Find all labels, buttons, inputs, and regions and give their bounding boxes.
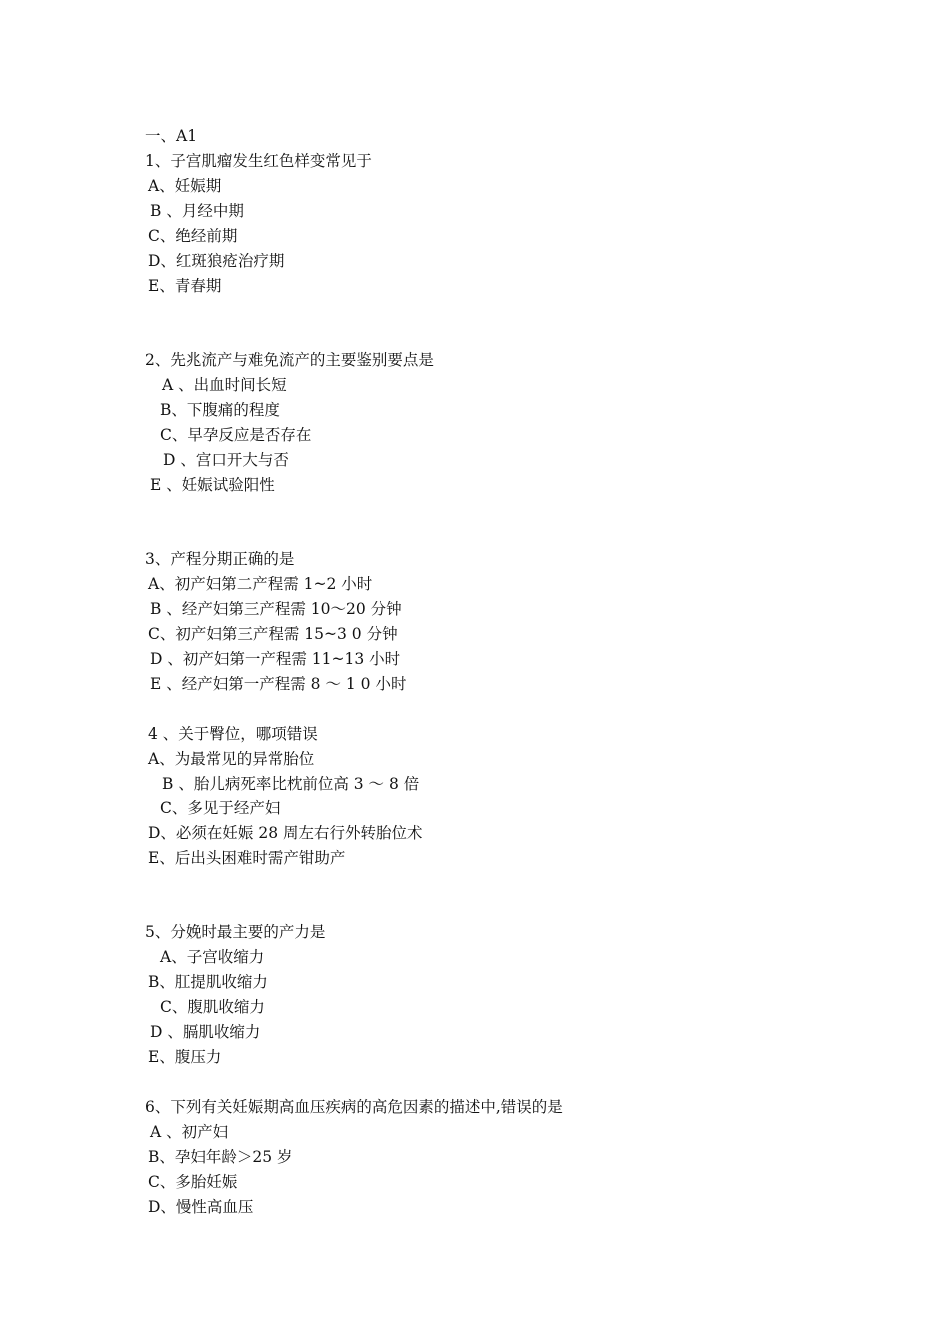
question-2-option-c: C、早孕反应是否存在 bbox=[160, 426, 312, 444]
question-5-option-b: B、肛提肌收缩力 bbox=[148, 973, 268, 991]
question-5-option-d: D 、膈肌收缩力 bbox=[150, 1023, 261, 1041]
question-3-option-d: D 、初产妇第一产程需 11~13 小时 bbox=[150, 650, 401, 668]
question-3-option-e: E 、经产妇第一产程需 8 ～ 1 0 小时 bbox=[150, 675, 407, 693]
question-1-option-c: C、绝经前期 bbox=[148, 227, 238, 245]
question-2-option-d: D 、宫口开大与否 bbox=[163, 451, 289, 469]
question-6-option-b: B、孕妇年龄＞25 岁 bbox=[148, 1148, 293, 1166]
question-2-option-e: E 、妊娠试验阳性 bbox=[150, 476, 275, 494]
question-4-option-a: A、为最常见的异常胎位 bbox=[148, 750, 315, 768]
question-3-stem: 3、产程分期正确的是 bbox=[145, 550, 295, 568]
question-6-option-c: C、多胎妊娠 bbox=[148, 1173, 238, 1191]
question-4-option-c: C、多见于经产妇 bbox=[160, 799, 281, 817]
question-6-stem: 6、下列有关妊娠期高血压疾病的高危因素的描述中,错误的是 bbox=[145, 1098, 563, 1116]
question-5-option-e: E、腹压力 bbox=[148, 1048, 222, 1066]
question-4-stem: 4 、关于臀位，哪项错误 bbox=[148, 725, 318, 743]
question-4-option-d: D、必须在妊娠 28 周左右行外转胎位术 bbox=[148, 824, 423, 842]
question-2-option-b: B、下腹痛的程度 bbox=[160, 401, 280, 419]
question-3-option-a: A、初产妇第二产程需 1~2 小时 bbox=[148, 575, 373, 593]
question-2-stem: 2、先兆流产与难免流产的主要鉴别要点是 bbox=[145, 351, 434, 369]
question-5-option-a: A、子宫收缩力 bbox=[160, 948, 265, 966]
question-5-stem: 5、分娩时最主要的产力是 bbox=[145, 923, 326, 941]
question-3-option-c: C、初产妇第三产程需 15~3 0 分钟 bbox=[148, 625, 398, 643]
question-1-option-b: B 、月经中期 bbox=[150, 202, 244, 220]
question-1-option-d: D、红斑狼疮治疗期 bbox=[148, 252, 285, 270]
section-title: 一、A1 bbox=[145, 127, 198, 145]
question-6-option-a: A 、初产妇 bbox=[150, 1123, 229, 1141]
question-5-option-c: C、腹肌收缩力 bbox=[160, 998, 265, 1016]
question-3-option-b: B 、经产妇第三产程需 10～20 分钟 bbox=[150, 600, 402, 618]
question-2-option-a: A 、出血时间长短 bbox=[162, 376, 287, 394]
question-4-option-b: B 、胎儿病死率比枕前位高 3 ～ 8 倍 bbox=[162, 775, 420, 793]
question-1-option-e: E、青春期 bbox=[148, 277, 222, 295]
question-6-option-d: D、慢性高血压 bbox=[148, 1198, 254, 1216]
question-1-stem: 1、子宫肌瘤发生红色样变常见于 bbox=[145, 152, 372, 170]
question-1-option-a: A、妊娠期 bbox=[148, 177, 222, 195]
question-4-option-e: E、后出头困难时需产钳助产 bbox=[148, 849, 346, 867]
